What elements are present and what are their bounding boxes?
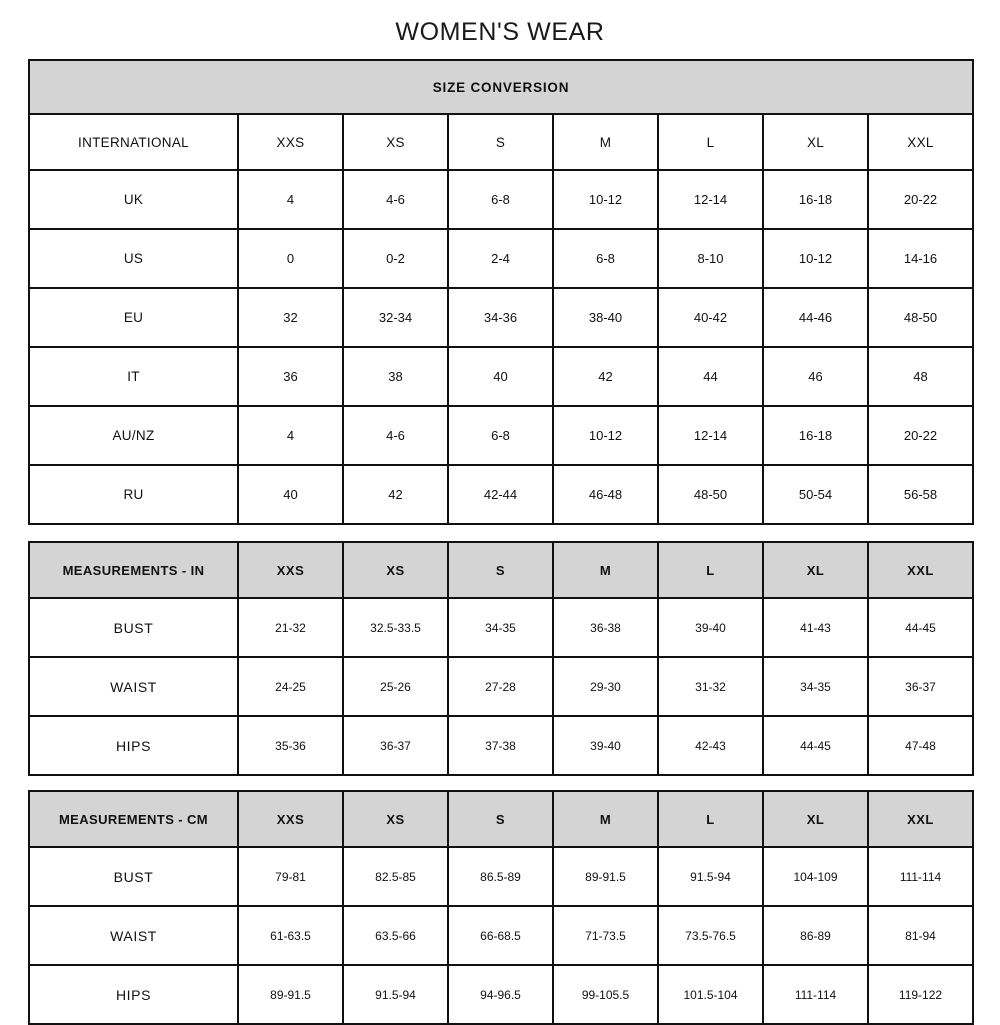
row-label: WAIST: [29, 657, 238, 716]
table-cell: 46-48: [553, 465, 658, 524]
table-cell: 66-68.5: [448, 906, 553, 965]
table-cell: 32: [238, 288, 343, 347]
table-cell: 42-43: [658, 716, 763, 775]
table-cell: 44-45: [763, 716, 868, 775]
row-label: EU: [29, 288, 238, 347]
table-cell: 2-4: [448, 229, 553, 288]
table-cell: 101.5-104: [658, 965, 763, 1024]
table-cell: 16-18: [763, 406, 868, 465]
table-cell: 40: [238, 465, 343, 524]
table-row: [29, 288, 973, 347]
table-row: [29, 598, 973, 657]
row-label: AU/NZ: [29, 406, 238, 465]
table-cell: 99-105.5: [553, 965, 658, 1024]
table-row: [29, 657, 973, 716]
column-header-measurements-in: MEASUREMENTS - IN: [29, 542, 238, 598]
table-cell: 119-122: [868, 965, 973, 1024]
column-header-l: L: [658, 791, 763, 847]
table-cell: 10-12: [763, 229, 868, 288]
table-cell: 40: [448, 347, 553, 406]
table-cell: 25-26: [343, 657, 448, 716]
column-header-international: INTERNATIONAL: [29, 114, 238, 170]
table-cell: 4: [238, 170, 343, 229]
table-cell: 27-28: [448, 657, 553, 716]
column-header-s: S: [448, 542, 553, 598]
table-cell: 94-96.5: [448, 965, 553, 1024]
row-label: UK: [29, 170, 238, 229]
column-header-s: S: [448, 791, 553, 847]
table-cell: 50-54: [763, 465, 868, 524]
table-cell: 111-114: [868, 847, 973, 906]
table-cell: 36-38: [553, 598, 658, 657]
row-label: IT: [29, 347, 238, 406]
table-cell: 46: [763, 347, 868, 406]
column-header-xl: XL: [763, 542, 868, 598]
page-title: WOMEN'S WEAR: [395, 18, 605, 46]
table-header-row: [29, 791, 973, 847]
table-cell: 4: [238, 406, 343, 465]
table-cell: 56-58: [868, 465, 973, 524]
table-cell: 39-40: [658, 598, 763, 657]
row-label: BUST: [29, 847, 238, 906]
table-cell: 8-10: [658, 229, 763, 288]
table-cell: 42: [343, 465, 448, 524]
table-header-row: [29, 114, 973, 170]
table-cell: 37-38: [448, 716, 553, 775]
table-row: [29, 229, 973, 288]
table-cell: 73.5-76.5: [658, 906, 763, 965]
table-cell: 24-25: [238, 657, 343, 716]
table-cell: 34-35: [448, 598, 553, 657]
table-cell: 21-32: [238, 598, 343, 657]
row-label: HIPS: [29, 965, 238, 1024]
table-cell: 38-40: [553, 288, 658, 347]
table-row: [29, 170, 973, 229]
table-cell: 82.5-85: [343, 847, 448, 906]
column-header-xxs: XXS: [238, 791, 343, 847]
row-label: WAIST: [29, 906, 238, 965]
table-cell: 42-44: [448, 465, 553, 524]
column-header-xs: XS: [343, 791, 448, 847]
table-cell: 34-35: [763, 657, 868, 716]
column-header-m: M: [553, 791, 658, 847]
table-cell: 81-94: [868, 906, 973, 965]
table-cell: 44: [658, 347, 763, 406]
table-cell: 12-14: [658, 170, 763, 229]
table-cell: 48-50: [868, 288, 973, 347]
table-cell: 47-48: [868, 716, 973, 775]
table-cell: 6-8: [553, 229, 658, 288]
table-cell: 6-8: [448, 170, 553, 229]
table-row: [29, 906, 973, 965]
row-label: RU: [29, 465, 238, 524]
table-cell: 0-2: [343, 229, 448, 288]
column-header-xs: XS: [343, 542, 448, 598]
table-cell: 79-81: [238, 847, 343, 906]
table-cell: 41-43: [763, 598, 868, 657]
row-label: US: [29, 229, 238, 288]
column-header-xxl: XXL: [868, 542, 973, 598]
measurements-inches-table: [28, 541, 974, 776]
table-cell: 71-73.5: [553, 906, 658, 965]
column-header-m: M: [553, 114, 658, 170]
table-cell: 32-34: [343, 288, 448, 347]
table-cell: 111-114: [763, 965, 868, 1024]
table-cell: 61-63.5: [238, 906, 343, 965]
table-row: [29, 406, 973, 465]
size-conversion-banner: SIZE CONVERSION: [29, 60, 973, 114]
table-cell: 48: [868, 347, 973, 406]
table-cell: 48-50: [658, 465, 763, 524]
table-row: [29, 847, 973, 906]
column-header-l: L: [658, 542, 763, 598]
table-cell: 39-40: [553, 716, 658, 775]
table-cell: 44-45: [868, 598, 973, 657]
column-header-m: M: [553, 542, 658, 598]
table-row: [29, 465, 973, 524]
table-cell: 20-22: [868, 170, 973, 229]
table-cell: 16-18: [763, 170, 868, 229]
table-cell: 36-37: [868, 657, 973, 716]
table-cell: 34-36: [448, 288, 553, 347]
table-cell: 36-37: [343, 716, 448, 775]
table-cell: 31-32: [658, 657, 763, 716]
column-header-l: L: [658, 114, 763, 170]
table-cell: 20-22: [868, 406, 973, 465]
table-cell: 4-6: [343, 170, 448, 229]
size-conversion-table: [28, 59, 974, 525]
table-cell: 89-91.5: [238, 965, 343, 1024]
table-header-row: [29, 542, 973, 598]
table-cell: 36: [238, 347, 343, 406]
column-header-xl: XL: [763, 791, 868, 847]
column-header-xl: XL: [763, 114, 868, 170]
column-header-s: S: [448, 114, 553, 170]
table-cell: 35-36: [238, 716, 343, 775]
table-cell: 40-42: [658, 288, 763, 347]
column-header-xxl: XXL: [868, 114, 973, 170]
table-cell: 91.5-94: [658, 847, 763, 906]
table-cell: 86-89: [763, 906, 868, 965]
column-header-xxs: XXS: [238, 114, 343, 170]
table-cell: 14-16: [868, 229, 973, 288]
table-cell: 89-91.5: [553, 847, 658, 906]
table-row: [29, 716, 973, 775]
table-cell: 4-6: [343, 406, 448, 465]
table-cell: 63.5-66: [343, 906, 448, 965]
column-header-measurements-cm: MEASUREMENTS - CM: [29, 791, 238, 847]
table-cell: 10-12: [553, 170, 658, 229]
table-row: [29, 347, 973, 406]
table-banner-row: [29, 60, 973, 114]
table-cell: 0: [238, 229, 343, 288]
column-header-xs: XS: [343, 114, 448, 170]
measurements-centimeters-table: [28, 790, 974, 1025]
table-cell: 12-14: [658, 406, 763, 465]
table-cell: 104-109: [763, 847, 868, 906]
table-cell: 91.5-94: [343, 965, 448, 1024]
table-cell: 32.5-33.5: [343, 598, 448, 657]
size-chart-page: [0, 18, 1000, 1018]
column-header-xxs: XXS: [238, 542, 343, 598]
table-cell: 42: [553, 347, 658, 406]
table-cell: 86.5-89: [448, 847, 553, 906]
table-cell: 10-12: [553, 406, 658, 465]
table-cell: 44-46: [763, 288, 868, 347]
table-cell: 29-30: [553, 657, 658, 716]
row-label: BUST: [29, 598, 238, 657]
row-label: HIPS: [29, 716, 238, 775]
column-header-xxl: XXL: [868, 791, 973, 847]
table-cell: 38: [343, 347, 448, 406]
table-cell: 6-8: [448, 406, 553, 465]
table-row: [29, 965, 973, 1024]
